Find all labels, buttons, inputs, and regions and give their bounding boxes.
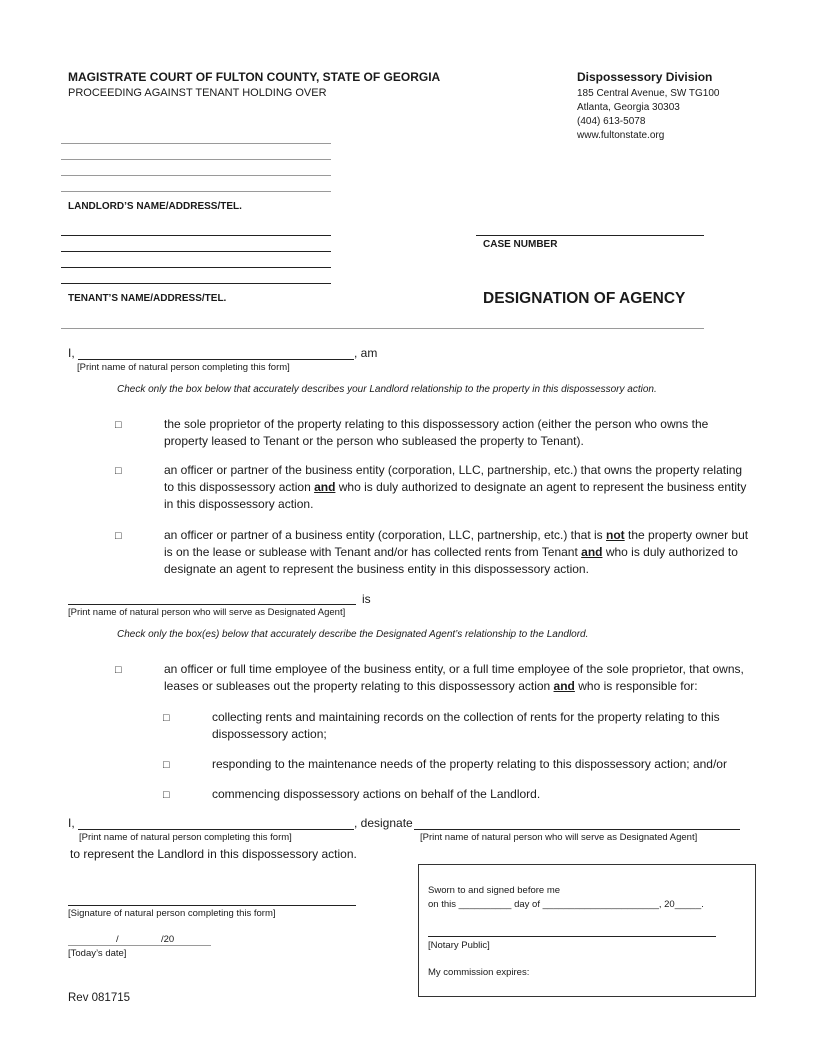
maintenance-checkbox[interactable]: □: [163, 759, 170, 771]
non-owner-entity-officer-option: [164, 527, 754, 578]
division-phone: (404) 613-5078: [577, 116, 646, 127]
option2-text-a: an officer or partner of the business entity (corporation, LLC, partnership, etc.) that owns the property relating to this dispossessory action: [164, 463, 743, 494]
option3-text-a: an officer or partner of a business entity (corporation, LLC, partnership, etc.) that is: [164, 528, 607, 542]
notary-sworn-text: Sworn to and signed before me: [428, 885, 561, 896]
signature-line[interactable]: [68, 905, 356, 906]
division-name: Dispossessory Division: [577, 70, 713, 84]
tenant-line-4[interactable]: [61, 283, 331, 284]
tenant-line-2[interactable]: [61, 251, 331, 252]
represent-text: to represent the Landlord in this dispossessory action.: [70, 847, 357, 861]
agent-option-text-b: who is responsible for:: [574, 679, 698, 693]
designate-label: , designate: [354, 816, 413, 830]
commencing-actions-checkbox[interactable]: □: [163, 789, 170, 801]
signature-caption: [Signature of natural person completing this form]: [68, 908, 276, 919]
court-title: MAGISTRATE COURT OF FULTON COUNTY, STATE OF GEORGIA: [68, 70, 441, 84]
landlord-label: LANDLORD’S NAME/ADDRESS/TEL.: [68, 201, 242, 212]
agent-relationship-instruction: Check only the box(es) below that accurately describe the Designated Agent’s relationship to the Landlord.: [117, 629, 589, 640]
tenant-line-1[interactable]: [61, 235, 331, 236]
form-title: DESIGNATION OF AGENCY: [483, 290, 686, 307]
option2-and-emphasis: and: [314, 480, 336, 494]
case-number-line[interactable]: [476, 235, 704, 236]
owner-entity-officer-option: [164, 462, 754, 513]
agent-employee-option: [164, 661, 754, 695]
agent-option-and-emphasis: and: [553, 679, 575, 693]
date-caption: [Today’s date]: [68, 948, 127, 959]
designee-caption: [Print name of natural person who will serve as Designated Agent]: [420, 832, 698, 843]
notary-on-this-text: on this __________ day of ______________________, 20_____.: [428, 899, 704, 910]
landlord-line-4[interactable]: [61, 191, 331, 192]
division-address-line2: Atlanta, Georgia 30303: [577, 102, 680, 113]
agent-name-line[interactable]: [68, 604, 356, 605]
owner-entity-officer-checkbox[interactable]: □: [115, 465, 122, 477]
proceeding-subtitle: PROCEEDING AGAINST TENANT HOLDING OVER: [68, 87, 327, 99]
tenant-label: TENANT’S NAME/ADDRESS/TEL.: [68, 293, 227, 304]
notary-box: [418, 864, 756, 997]
maintenance-option: responding to the maintenance needs of the property relating to this dispossessory action; and/or: [212, 757, 727, 771]
notary-public-caption: [Notary Public]: [428, 940, 490, 951]
date-slash: /: [116, 934, 119, 945]
revision-number: Rev 081715: [68, 992, 131, 1004]
non-owner-entity-officer-checkbox[interactable]: □: [115, 530, 122, 542]
case-number-label: CASE NUMBER: [483, 239, 558, 250]
date-year-prefix: /20: [161, 934, 175, 945]
agent-option-text-a: an officer or full time employee of the business entity, or a full time employee of the sole proprietor, that owns, leases or subleases out the property relating to this dispossessory action: [164, 662, 744, 693]
option3-and-emphasis: and: [581, 545, 603, 559]
agent-employee-checkbox[interactable]: □: [115, 664, 122, 676]
designee-name-line[interactable]: [414, 829, 740, 830]
agent-caption: [Print name of natural person who will serve as Designated Agent]: [68, 607, 346, 618]
date-line[interactable]: [68, 945, 211, 946]
notary-signature-line[interactable]: [428, 936, 716, 937]
am-suffix: , am: [354, 346, 378, 360]
sole-proprietor-checkbox[interactable]: □: [115, 419, 122, 431]
division-website: www.fultonstate.org: [577, 130, 665, 141]
landlord-line-3[interactable]: [61, 175, 331, 176]
option3-not-emphasis: not: [606, 528, 625, 542]
designator-name-line[interactable]: [78, 829, 354, 830]
sole-proprietor-option: the sole proprietor of the property relating to this dispossessory action (either the person who owns the property leased to Tenant or the person who subleased the property to Tenant).: [164, 417, 709, 448]
landlord-relationship-instruction: Check only the box below that accurately describes your Landlord relationship to the property in this dispossessory action.: [117, 384, 657, 395]
landlord-line-2[interactable]: [61, 159, 331, 160]
tenant-line-3[interactable]: [61, 267, 331, 268]
commencing-actions-option: commencing dispossessory actions on behalf of the Landlord.: [212, 787, 541, 801]
commission-expires-text: My commission expires:: [428, 967, 530, 978]
option2-text-b: who is duly authorized to designate an agent to represent the business entity in this dispossessory action.: [164, 480, 747, 511]
option3-text-b: the property owner but is on the lease or sublease with Tenant and/or has collected rents from Tenant: [164, 528, 749, 559]
section-divider: [61, 328, 704, 329]
landlord-line-1[interactable]: [61, 143, 331, 144]
collecting-rents-checkbox[interactable]: □: [163, 712, 170, 724]
i-prefix: I,: [68, 346, 75, 360]
is-suffix: is: [362, 592, 371, 606]
collecting-rents-option: collecting rents and maintaining records on the collection of rents for the property relating to this dispossessory action;: [212, 710, 720, 741]
designation-i-prefix: I,: [68, 816, 75, 830]
landlord-person-caption: [Print name of natural person completing this form]: [77, 362, 290, 373]
landlord-person-name-line[interactable]: [78, 359, 354, 360]
division-address-line1: 185 Central Avenue, SW TG100: [577, 88, 720, 99]
option3-text-c: who is duly authorized to designate an agent to represent the business entity in this dispossessory action.: [164, 545, 738, 576]
designator-caption: [Print name of natural person completing this form]: [79, 832, 292, 843]
